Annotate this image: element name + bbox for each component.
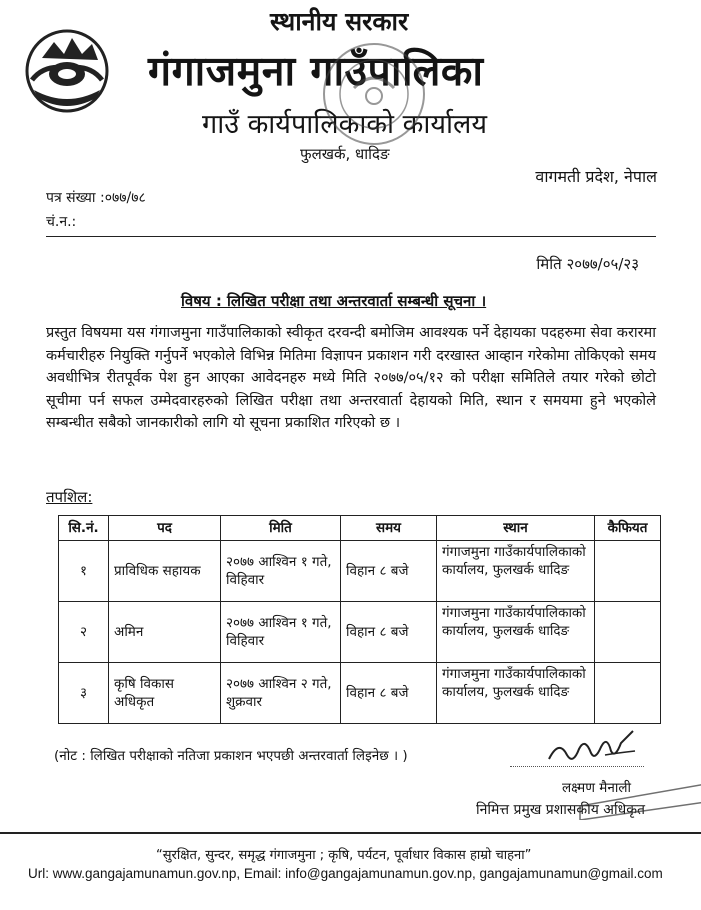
header-office-name: गाउँ कार्यपालिकाको कार्यालय — [202, 109, 487, 140]
cell-post: प्राविधिक सहायक — [109, 541, 221, 602]
details-label: तपशिल: — [46, 488, 93, 506]
table-row — [59, 663, 661, 724]
header-date: मिति — [221, 516, 341, 541]
cell-remarks — [595, 663, 661, 724]
signature-icon — [545, 725, 641, 775]
exam-note: (नोट : लिखित परीक्षाको नतिजा प्रकाशन भएपछी अन्तरवार्ता लिइनेछ । ) — [54, 748, 408, 764]
cell-post: कृषि विकास अधिकृत — [109, 663, 221, 724]
province-address: वागमती प्रदेश, नेपाल — [535, 167, 657, 186]
cell-time: विहान ८ बजे — [341, 541, 437, 602]
official-stamp-icon — [578, 776, 701, 820]
cell-serial: ३ — [59, 663, 109, 724]
cell-date: २०७७ आश्विन १ गते, विहिवार — [221, 602, 341, 663]
footer-divider — [0, 832, 701, 834]
cell-date: २०७७ आश्विन १ गते, विहिवार — [221, 541, 341, 602]
footer-slogan: “सुरक्षित, सुन्दर, समृद्ध गंगाजमुना ; कृषि, पर्यटन, पूर्वाधार विकास हाम्रो चाहना” — [156, 848, 532, 863]
header-post: पद — [109, 516, 221, 541]
signature-line — [510, 766, 644, 767]
header-remarks: कैफियत — [595, 516, 661, 541]
cell-place: गंगाजमुना गाउँकार्यपालिकाको कार्यालय, फुलखर्क धादिङ — [437, 663, 595, 724]
header-municipality-name: गंगाजमुना गाउँपालिका — [148, 47, 484, 95]
header-place: स्थान — [437, 516, 595, 541]
letter-reference-number: पत्र संख्या :०७७/७८ — [46, 190, 146, 206]
cell-serial: २ — [59, 602, 109, 663]
dispatch-number: चं.न.: — [46, 214, 77, 230]
table-row — [59, 541, 661, 602]
letter-date: मिति २०७७/०५/२३ — [536, 255, 639, 273]
cell-remarks — [595, 541, 661, 602]
cell-post: अमिन — [109, 602, 221, 663]
header-time: समय — [341, 516, 437, 541]
signatory-name: लक्ष्मण मैनाली — [562, 780, 631, 796]
footer-contact: Url: www.gangajamunamun.gov.np, Email: info@gangajamunamun.gov.np, gangajamunamun@gmail.com — [28, 866, 663, 881]
header-local-government: स्थानीय सरकार — [270, 7, 409, 36]
exam-schedule-table — [58, 515, 661, 724]
cell-place: गंगाजमुना गाउँकार्यपालिकाको कार्यालय, फुलखर्क धादिङ — [437, 602, 595, 663]
table-row — [59, 602, 661, 663]
header-divider — [46, 236, 656, 237]
cell-remarks — [595, 602, 661, 663]
office-seal-icon — [318, 38, 430, 150]
table-header-row — [59, 516, 661, 541]
signatory-title: निमित्त प्रमुख प्रशासकीय अधिकृत — [476, 802, 645, 818]
cell-place: गंगाजमुना गाउँकार्यपालिकाको कार्यालय, फुलखर्क धादिङ — [437, 541, 595, 602]
letter-body: प्रस्तुत विषयमा यस गंगाजमुना गाउँपालिकाको स्वीकृत दरवन्दी बमोजिम आवश्यक पर्ने देहायका पदहरुमा सेवा करारमा कर्मचारीहरु नियुक्ति गर्नुपर्ने भएकोले विभिन्न मितिमा विज्ञापन प्रकाशन गरी दरखास्त आव्हान गरेकोमा तोकिएको समय अवधीभित्र रीतपूर्वक पेश हुन आएका आवेदनहरु मध्ये मिति २०७७/०५/१२ को परीक्षा समितिले तयार गरेको छोटो सूचीमा पर्न सफल उम्मेदवारहरुको लिखित परीक्षा तथा अन्तरवार्ता देहायको मिति, स्थान र समयमा हुने भएकोले सम्बन्धीत सबैको जानकारीको लागि यो सूचना प्रकाशित गरिएको छ । — [46, 325, 656, 431]
header-address: फुलखर्क, धादिङ — [300, 145, 390, 163]
cell-serial: १ — [59, 541, 109, 602]
header-serial: सि.नं. — [59, 516, 109, 541]
nepal-emblem-icon — [24, 28, 110, 114]
letter-subject: विषय : लिखित परीक्षा तथा अन्तरवार्ता सम्बन्धी सूचना । — [181, 292, 487, 310]
cell-time: विहान ८ बजे — [341, 663, 437, 724]
cell-date: २०७७ आश्विन २ गते, शुक्रवार — [221, 663, 341, 724]
cell-time: विहान ८ बजे — [341, 602, 437, 663]
